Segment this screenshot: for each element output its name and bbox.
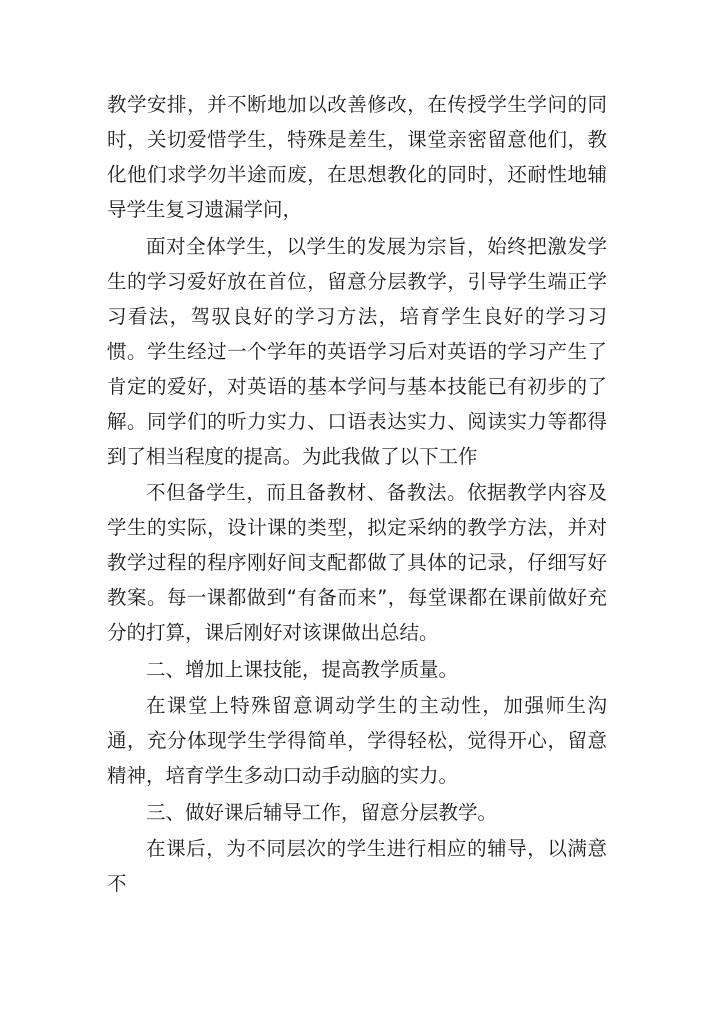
section-heading-3: 三、做好课后辅导工作，留意分层教学。 [146, 800, 498, 824]
paragraph-2: 面对全体学生，以学生的发展为宗旨，始终把激发学生的学习爱好放在首位，留意分层教学，引导学生端正学习看法，驾驭良好的学习方法，培育学生良好的学习习惯。学生经过一个学年的英语学习后对英语的学习产生了肯定的爱好，对英语的基本学问与基本技能已有初步的了解。同学们的听力实力、口语表达实力、阅读实力等都得到了相当程度的提高。为此我做了以下工作 [107, 234, 607, 468]
paragraph-4: 在课堂上特殊留意调动学生的主动性，加强师生沟通，充分体现学生学得简单，学得轻松，觉得开心，留意精神，培育学生多动口动手动脑的实力。 [107, 694, 607, 787]
paragraph-3: 不但备学生，而且备教材、备教法。依据教学内容及学生的实际，设计课的类型，拟定采纳的教学方法，并对教学过程的程序刚好间支配都做了具体的记录，仔细写好教案。每一课都做到“有备而来”，每堂课都在课前做好充分的打算，课后刚好对该课做出总结。 [107, 481, 607, 644]
document-body [107, 87, 607, 903]
paragraph-1: 教学安排，并不断地加以改善修改，在传授学生学问的同时，关切爱惜学生，特殊是差生，课堂亲密留意他们，教化他们求学勿半途而废，在思想教化的同时，还耐性地辅导学生复习遗漏学问， [107, 93, 607, 221]
section-heading-2: 二、增加上课技能，提高教学质量。 [146, 657, 459, 681]
paragraph-5: 在课后，为不同层次的学生进行相应的辅导，以满意不 [107, 837, 607, 895]
